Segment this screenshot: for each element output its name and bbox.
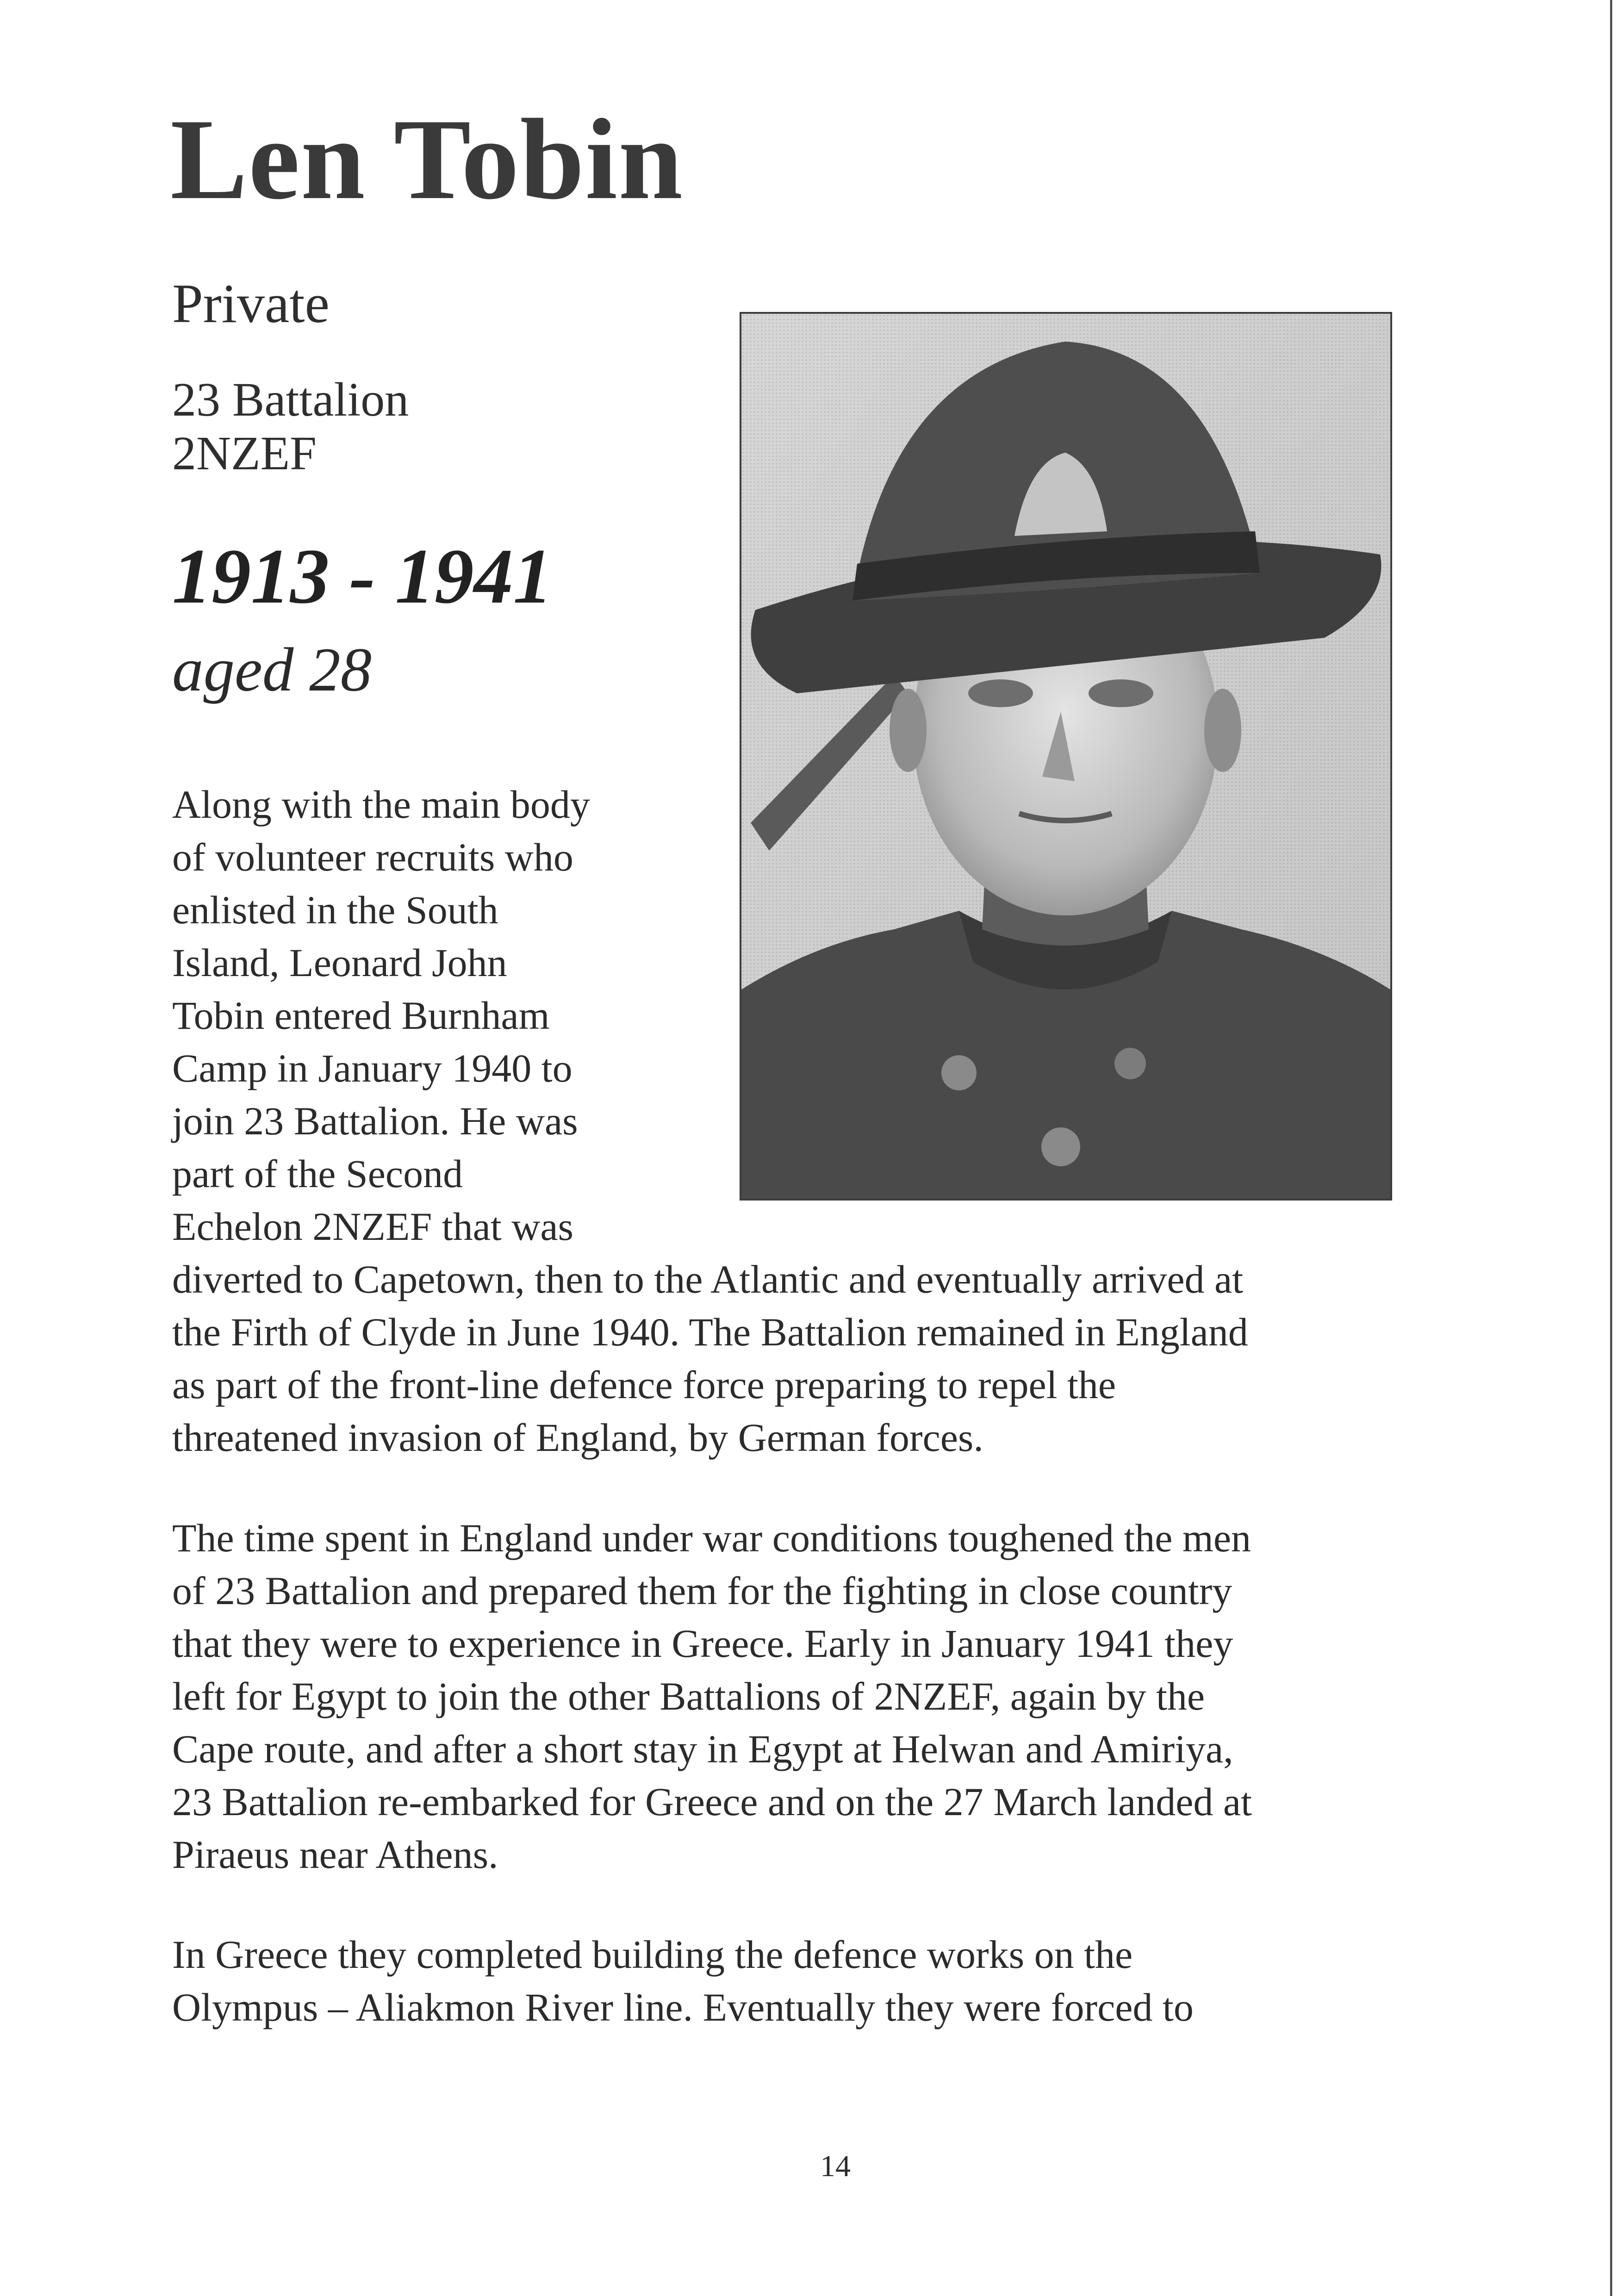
force-label: 2NZEF	[172, 427, 317, 480]
battalion-label: 23 Battalion	[172, 373, 409, 426]
paragraph-1-line: diverted to Capetown, then to the Atlantic and eventually arrived at	[172, 1257, 1244, 1301]
paragraph-1-line: threatened invasion of England, by German forces.	[172, 1415, 983, 1460]
paragraph-2-line: Piraeus near Athens.	[172, 1832, 498, 1877]
paragraph-2-line: Cape route, and after a short stay in Egypt at Helwan and Amiriya,	[172, 1727, 1233, 1771]
paragraph-1-line: Along with the main body	[172, 782, 590, 827]
paragraph-1-line: part of the Second	[172, 1151, 463, 1196]
paragraph-1-line: Echelon 2NZEF that was	[172, 1204, 573, 1249]
page-title: Len Tobin	[170, 95, 684, 224]
paragraph-2-line: left for Egypt to join the other Battalions of 2NZEF, again by the	[172, 1674, 1205, 1718]
page-edge-shadow	[1610, 0, 1612, 2296]
paragraph-2-line: that they were to experience in Greece. Early in January 1941 they	[172, 1621, 1233, 1666]
age-label: aged 28	[172, 635, 372, 704]
rank-label: Private	[172, 273, 330, 334]
paragraph-1-line: the Firth of Clyde in June 1940. The Battalion remained in England	[172, 1310, 1248, 1354]
portrait-photo-icon	[741, 314, 1390, 1199]
life-years: 1913 - 1941	[172, 533, 553, 620]
paragraph-2-line: of 23 Battalion and prepared them for the fighting in close country	[172, 1568, 1232, 1613]
paragraph-2-line: 23 Battalion re-embarked for Greece and on the 27 March landed at	[172, 1780, 1252, 1824]
paragraph-2-line: The time spent in England under war conditions toughened the men	[172, 1516, 1251, 1560]
paragraph-1-line: of volunteer recruits who	[172, 835, 573, 879]
paragraph-1-line: enlisted in the South	[172, 888, 498, 932]
paragraph-3-line: Olympus – Aliakmon River line. Eventually they were forced to	[172, 1985, 1194, 2029]
page-number: 14	[820, 2149, 851, 2183]
paragraph-1-line: join 23 Battalion. He was	[172, 1099, 578, 1143]
paragraph-3-line: In Greece they completed building the defence works on the	[172, 1932, 1133, 1977]
paragraph-1-line: as part of the front-line defence force preparing to repel the	[172, 1363, 1116, 1407]
paragraph-1-line: Island, Leonard John	[172, 940, 507, 985]
portrait-photo	[740, 312, 1392, 1201]
paragraph-1-line: Camp in January 1940 to	[172, 1046, 573, 1090]
paragraph-1-line: Tobin entered Burnham	[172, 993, 550, 1038]
